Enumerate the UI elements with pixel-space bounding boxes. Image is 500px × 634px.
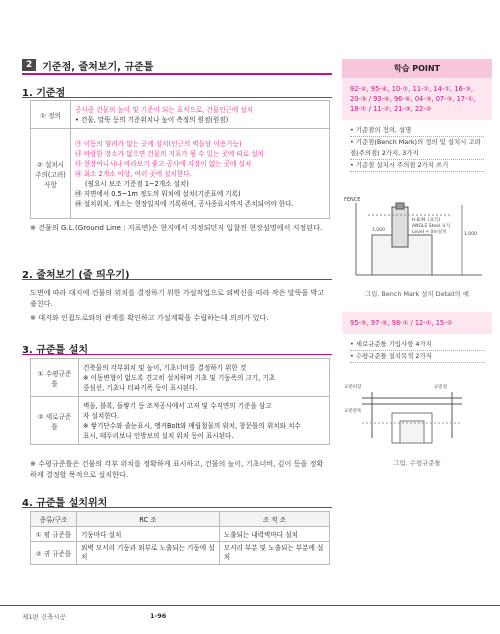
point-list-1 bbox=[342, 120, 492, 177]
vertical-line-4: 표시, 테두리보나 인방보의 설치 위치 등이 표시된다. bbox=[83, 431, 234, 440]
header-rc: RC 조 bbox=[77, 512, 220, 527]
horizontal-line-2: ※ 이동변형이 없도록 견고히 설치하며 기초 및 기둥폭의 크기, 기초 bbox=[83, 373, 276, 382]
point-1-2: • 기준점(Bench Mark)의 정의 및 설치시 고려점(주의점) 2가지, 3가지 bbox=[350, 137, 484, 160]
label-batter-rail: 규준띠장 bbox=[344, 385, 362, 390]
heading-batter-board: 3. 규준틀 설치 bbox=[22, 345, 89, 356]
layout-note: ※ 대지와 인접도로와의 관계를 확인하고 가설계획을 수립하는데 의의가 있다. bbox=[30, 313, 269, 322]
exam-reference-2: 95-⑤, 97-⑤, 98-① / 12-①, 15-② bbox=[342, 312, 492, 334]
exam-reference-box-1 bbox=[342, 78, 492, 120]
batter-board-figure bbox=[342, 378, 492, 456]
layout-paragraph: 도면에 따라 대지에 건물의 위치를 결정하기 위한 가설작업으로 외벽선을 따라 작은 말뚝을 박고 줄친다. bbox=[30, 288, 325, 308]
row-label-vertical: ② 세로규준틀 bbox=[31, 397, 79, 445]
vertical-line-3: ※ 쌓기단수와 줄눈표시, 앵커Bolt와 매립철물의 위치, 창문틀의 위치와 치수 bbox=[83, 421, 301, 430]
vertical-line-2: 자 설치한다. bbox=[83, 411, 120, 420]
header-masonry: 조 적 조 bbox=[219, 512, 329, 527]
caution-6: ㉳ 설치위치, 개소는 현장일지에 기록하며, 공사종료시까지 존치되어야 한다. bbox=[75, 199, 294, 208]
exam-reference-box-2 bbox=[342, 312, 492, 334]
benchmark-detail-diagram bbox=[342, 185, 492, 285]
label-level: Level + 0m설치 bbox=[412, 230, 447, 235]
header-type: 종류/구조 bbox=[31, 512, 77, 527]
benchmark-table bbox=[30, 100, 330, 219]
footer-divider bbox=[0, 605, 500, 606]
caution-2: ㉯ 바람한 장소가 없으면 건물의 지표가 될 수 있는 곳에 따로 설치 bbox=[75, 149, 264, 158]
corner-rc: 외벽 모서리 기둥과 외부로 노출되는 기둥에 설치 bbox=[77, 542, 220, 565]
batter-board-table bbox=[30, 358, 330, 445]
label-hbm: H.B.M. (표식) bbox=[412, 218, 441, 223]
label-angle: ANGLE Steel 표식 bbox=[412, 224, 451, 229]
label-dim-2: 1,000 bbox=[464, 232, 477, 237]
section-number: 2 bbox=[22, 59, 36, 71]
divider bbox=[22, 97, 332, 98]
row-label-flat: ① 평 규준틀 bbox=[31, 527, 77, 542]
benchmark-figure bbox=[342, 185, 492, 285]
caution-4: ㉱ 최소 2개소 이상, 여러 곳에 설치한다. bbox=[75, 169, 192, 178]
point-2-1: • 세로규준틀 기입사항 4가지 bbox=[350, 339, 484, 351]
footer-book-title: 제1편 건축시공 bbox=[22, 613, 66, 621]
flat-masonry: 노출되는 내력벽마다 설치 bbox=[219, 527, 329, 542]
label-batter-point: 규준점 bbox=[434, 385, 448, 390]
flat-rc: 기둥마다 설치 bbox=[77, 527, 220, 542]
sidebar-header: 학습 POINT bbox=[342, 59, 492, 78]
page-number: 1-96 bbox=[150, 612, 167, 620]
position-table bbox=[30, 511, 330, 565]
row-label-corner: ② 귀 규준틀 bbox=[31, 542, 77, 565]
label-batter-stake: 규준말뚝 bbox=[344, 409, 362, 414]
point-2-2: • 수평규준틀 설치목적 2가지 bbox=[350, 351, 484, 363]
benchmark-figure-caption: 그림. Bench Mark 설치 Detail의 예 bbox=[365, 290, 469, 298]
divider bbox=[22, 354, 332, 355]
section-header bbox=[22, 57, 332, 75]
caution-5: ㉲ 지면에서 0.5~1m 정도의 위치에 설치(기준표에 기록) bbox=[75, 189, 241, 198]
horizontal-line-1: 건축물의 각부위치 및 높이, 기초너비를 결정하기 위한 것 bbox=[83, 363, 247, 372]
caution-3: ㉰ 현장여니시나 바라보기 좋고 공사에 지장이 없는 곳에 설치 bbox=[75, 159, 252, 168]
label-dim-1: 1,000 bbox=[372, 228, 385, 233]
corner-masonry: 모서리 부분 및 노출되는 부분에 설치 bbox=[219, 542, 329, 565]
heading-benchmark: 1. 기준점 bbox=[22, 88, 66, 99]
horizontal-line-3: 중심선, 기초나 터파기폭 등이 표시된다. bbox=[83, 383, 198, 392]
label-fence: FENCE bbox=[344, 197, 361, 203]
point-list-2 bbox=[342, 334, 492, 368]
point-1-1: • 기준점의 정의, 설명 bbox=[350, 125, 484, 137]
section-title: 기준점, 줄쳐보기, 규준틀 bbox=[42, 61, 154, 73]
horizontal-batter-board-diagram bbox=[342, 378, 492, 456]
row-label-cautions: ② 설치시 주의(고려) 사항 bbox=[31, 129, 71, 219]
sidebar bbox=[342, 59, 492, 467]
batter-board-figure-caption: 그림. 수평규준틀 bbox=[393, 459, 441, 467]
batter-board-note: ※ 수평규준틀은 건물의 각부 위치를 정확하게 표시하고, 건물의 높이, 기초너비, 깊이 등을 정확하게 결정할 목적으로 설치한다. bbox=[30, 459, 324, 479]
point-1-3: • 기준점 설치시 주의점 2가지 쓰기 bbox=[350, 160, 484, 172]
exam-reference-1: 92-④, 95-④, 10-①, 11-①, 14-①, 16-③, 20-③ / 93-④, 96-④, 04-③, 07-③, 17-①, 18-① / 11-②, 21-③, 22-② bbox=[350, 85, 476, 113]
caution-4-note: (필요시 보조 기준점 1~2개소 설치) bbox=[85, 179, 189, 188]
caution-1: ㉮ 이동의 염려가 없는 곳에 설치(인근의 벽돌담 이용가능) bbox=[75, 139, 242, 148]
definition-line-2: • 건물, 말뚝 등의 기준위치나 높이 측정의 원점(원점) bbox=[75, 115, 229, 124]
note-gl: ※ 건물의 G.L.(Ground Line : 지표면)은 현지에서 지정되던지 입찰전 현장설명에서 지정된다. bbox=[30, 223, 323, 232]
row-label-horizontal: ① 수평규준틀 bbox=[31, 359, 79, 397]
divider bbox=[22, 279, 332, 280]
vertical-line-1: 벽돌, 블록, 돌쌓기 등 조적공사에서 고저 및 수직면의 기준을 삼고 bbox=[83, 401, 272, 410]
row-label-definition: ① 정의 bbox=[31, 101, 71, 129]
definition-line-1: 공사중 건물의 높이 및 기준이 되는 표식으로, 건물인근에 설치 bbox=[75, 105, 254, 114]
heading-layout: 2. 줄쳐보기 (줄 띄우기) bbox=[22, 270, 130, 281]
divider bbox=[22, 507, 332, 508]
heading-batter-board-position: 4. 규준틀 설치위치 bbox=[22, 498, 108, 509]
